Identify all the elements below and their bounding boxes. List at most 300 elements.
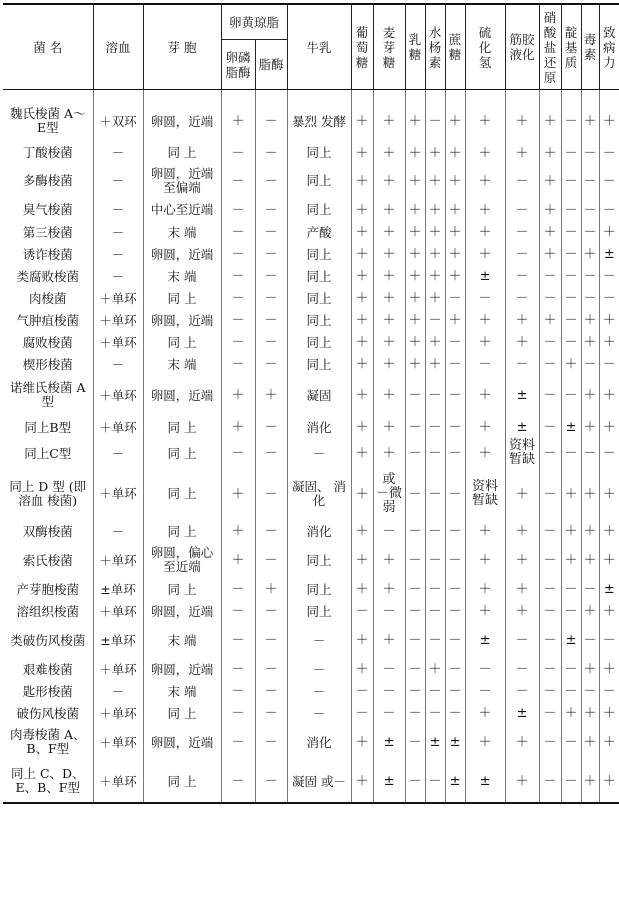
result-cell: － xyxy=(351,702,373,724)
result-cell: － xyxy=(93,198,143,221)
result-cell: ＋ xyxy=(351,265,373,287)
header-lecithinase: 卵磷脂酶 xyxy=(221,40,255,90)
result-cell: － xyxy=(599,439,619,467)
result-cell: － xyxy=(581,163,599,198)
result-cell: ＋ xyxy=(465,142,505,163)
header-salicin: 水杨素 xyxy=(425,4,445,90)
result-cell: ＋单环 xyxy=(93,542,143,578)
table-row xyxy=(3,309,619,331)
table-row xyxy=(3,100,619,142)
organism-name: 艰难梭菌 xyxy=(22,661,73,677)
result-cell: － xyxy=(255,331,287,353)
result-cell: － xyxy=(405,415,425,439)
result-cell: ＋ xyxy=(581,600,599,622)
result-cell: － xyxy=(93,520,143,542)
result-cell: ＋ xyxy=(373,142,405,163)
result-cell: － xyxy=(561,100,581,142)
organism-name: 肉梭菌 xyxy=(28,290,67,306)
result-cell: ± xyxy=(505,702,539,724)
result-cell: － xyxy=(255,221,287,243)
result-cell: － xyxy=(93,353,143,375)
result-cell: － xyxy=(221,142,255,163)
result-cell: ＋ xyxy=(465,542,505,578)
result-cell: － xyxy=(505,353,539,375)
result-cell: ＋ xyxy=(373,309,405,331)
result-cell: 消化 xyxy=(287,520,351,542)
result-cell: 同上 xyxy=(287,542,351,578)
result-cell: ＋ xyxy=(405,265,425,287)
result-cell: ＋ xyxy=(505,309,539,331)
result-cell: － xyxy=(405,467,425,520)
result-cell: ±单环 xyxy=(93,622,143,658)
result-cell: － xyxy=(581,353,599,375)
organism-name: 诱诈梭菌 xyxy=(22,246,73,262)
result-cell: ＋单环 xyxy=(93,760,143,803)
result-cell: ＋ xyxy=(255,578,287,600)
table-row xyxy=(3,542,619,578)
result-cell: － xyxy=(221,265,255,287)
result-cell: － xyxy=(539,578,561,600)
result-cell: ± xyxy=(465,622,505,658)
result-cell: － xyxy=(93,439,143,467)
result-cell: － xyxy=(373,702,405,724)
result-cell: － xyxy=(505,287,539,309)
result-cell: － xyxy=(425,600,445,622)
organism-name: 同上 C、D、 E、B、F型 xyxy=(3,760,93,803)
organism-name: 双酶梭菌 xyxy=(22,523,73,539)
table-row xyxy=(3,287,619,309)
header-h2s: 硫化氢 xyxy=(465,4,505,90)
result-cell: － xyxy=(599,265,619,287)
result-cell: － xyxy=(93,163,143,198)
result-cell: ＋ xyxy=(373,375,405,415)
result-cell: 末 端 xyxy=(143,353,221,375)
table-row xyxy=(3,415,619,439)
result-cell: ＋ xyxy=(599,309,619,331)
result-cell: － xyxy=(561,287,581,309)
header-gelatin: 筋胶液化 xyxy=(505,4,539,90)
result-cell: － xyxy=(93,243,143,265)
result-cell: － xyxy=(425,542,445,578)
result-cell: － xyxy=(93,680,143,702)
result-cell: － xyxy=(93,265,143,287)
result-cell: ＋ xyxy=(351,100,373,142)
result-cell: ＋ xyxy=(581,331,599,353)
header-lactose: 乳糖 xyxy=(405,4,425,90)
result-cell: ＋ xyxy=(505,724,539,760)
result-cell: － xyxy=(425,520,445,542)
result-cell: ＋ xyxy=(561,353,581,375)
result-cell: ＋ xyxy=(445,142,465,163)
result-cell: － xyxy=(539,622,561,658)
result-cell: － xyxy=(405,680,425,702)
result-cell: 同 上 xyxy=(143,439,221,467)
result-cell: － xyxy=(255,702,287,724)
result-cell: － xyxy=(599,198,619,221)
table-row xyxy=(3,243,619,265)
result-cell: － xyxy=(581,680,599,702)
result-cell: ＋ xyxy=(505,760,539,803)
result-cell: ± xyxy=(505,415,539,439)
result-cell: － xyxy=(599,353,619,375)
result-cell: 同上 xyxy=(287,600,351,622)
result-cell: ＋ xyxy=(581,658,599,680)
organism-name: 索氏梭菌 xyxy=(22,552,73,568)
result-cell: ＋ xyxy=(373,198,405,221)
result-cell: － xyxy=(425,100,445,142)
result-cell: ＋ xyxy=(425,198,445,221)
result-cell: － xyxy=(599,680,619,702)
result-cell: － xyxy=(599,142,619,163)
result-cell: 产酸 xyxy=(287,221,351,243)
result-cell: － xyxy=(539,265,561,287)
result-cell: － xyxy=(221,163,255,198)
result-cell: ＋单环 xyxy=(93,375,143,415)
result-cell: － xyxy=(539,353,561,375)
result-cell: ＋ xyxy=(373,265,405,287)
result-cell: － xyxy=(465,353,505,375)
result-cell: － xyxy=(539,600,561,622)
result-cell: － xyxy=(561,680,581,702)
result-cell: ＋ xyxy=(405,353,425,375)
result-cell: 同上 xyxy=(287,163,351,198)
table-header xyxy=(3,4,619,90)
organism-name: 丁酸梭菌 xyxy=(22,145,73,160)
result-cell: 同上 xyxy=(287,142,351,163)
result-cell: 末 端 xyxy=(143,680,221,702)
result-cell: － xyxy=(505,622,539,658)
result-cell: － xyxy=(505,243,539,265)
result-cell: － xyxy=(539,375,561,415)
result-cell: 同上 xyxy=(287,198,351,221)
result-cell: － xyxy=(445,622,465,658)
result-cell: － xyxy=(425,415,445,439)
result-cell: － xyxy=(581,287,599,309)
result-cell: ± xyxy=(561,622,581,658)
result-cell: ＋ xyxy=(465,221,505,243)
result-cell: ＋ xyxy=(465,520,505,542)
result-cell: － xyxy=(445,353,465,375)
result-cell: ＋ xyxy=(405,309,425,331)
result-cell: － xyxy=(445,375,465,415)
result-cell: 同 上 xyxy=(143,415,221,439)
result-cell: ＋ xyxy=(505,142,539,163)
result-cell: ± xyxy=(373,760,405,803)
result-cell: － xyxy=(445,439,465,467)
result-cell: ＋ xyxy=(465,100,505,142)
result-cell: ＋单环 xyxy=(93,467,143,520)
result-cell: ＋ xyxy=(539,243,561,265)
result-cell: ＋ xyxy=(561,542,581,578)
result-cell: ＋ xyxy=(373,287,405,309)
result-cell: ＋ xyxy=(351,163,373,198)
result-cell: － xyxy=(221,353,255,375)
result-cell: － xyxy=(287,702,351,724)
table-row xyxy=(3,724,619,760)
result-cell: ＋ xyxy=(599,331,619,353)
result-cell: － xyxy=(287,622,351,658)
organism-name: 同上B型 xyxy=(24,419,72,435)
result-cell: 同 上 xyxy=(143,578,221,600)
result-cell: ＋ xyxy=(425,142,445,163)
result-cell: ＋ xyxy=(425,163,445,198)
organism-name: 类腐败梭菌 xyxy=(16,268,79,284)
result-cell: ＋ xyxy=(405,100,425,142)
result-cell: ＋ xyxy=(465,198,505,221)
result-cell: － xyxy=(445,600,465,622)
result-cell: － xyxy=(221,243,255,265)
result-cell: ＋ xyxy=(373,542,405,578)
result-cell: － xyxy=(93,221,143,243)
result-cell: ＋单环 xyxy=(93,287,143,309)
result-cell: ＋ xyxy=(405,221,425,243)
result-cell: ± xyxy=(465,760,505,803)
result-cell: 凝固 或－ xyxy=(287,760,351,803)
result-cell: 卵圆，近端 xyxy=(143,600,221,622)
result-cell: ＋ xyxy=(351,331,373,353)
result-cell: 同上 xyxy=(287,578,351,600)
result-cell: － xyxy=(221,622,255,658)
table-row xyxy=(3,375,619,415)
result-cell: － xyxy=(445,702,465,724)
organism-name: 同上 D 型 (即溶血 梭菌) xyxy=(9,478,87,508)
result-cell: 暴烈 发酵 xyxy=(287,100,351,142)
identification-table xyxy=(3,3,619,804)
result-cell: － xyxy=(255,415,287,439)
result-cell: ＋ xyxy=(465,724,505,760)
result-cell: ＋ xyxy=(465,331,505,353)
result-cell: ＋ xyxy=(599,520,619,542)
result-cell: ＋ xyxy=(351,353,373,375)
table-row xyxy=(3,760,619,803)
result-cell: － xyxy=(405,724,425,760)
header-toxin: 毒素 xyxy=(581,4,599,90)
result-cell: ＋ xyxy=(465,578,505,600)
table-row xyxy=(3,680,619,702)
table-row xyxy=(3,658,619,680)
result-cell: ＋ xyxy=(539,198,561,221)
result-cell: － xyxy=(221,600,255,622)
result-cell: ＋ xyxy=(221,375,255,415)
header-maltose: 麦芽糖 xyxy=(373,4,405,90)
result-cell: － xyxy=(221,221,255,243)
result-cell: ＋ xyxy=(465,415,505,439)
result-cell: 凝固、 消化 xyxy=(287,467,351,520)
header-egg-yolk-agar: 卵黄琼脂 xyxy=(221,4,287,40)
result-cell: 末 端 xyxy=(143,622,221,658)
result-cell: ＋ xyxy=(539,221,561,243)
table-body xyxy=(3,90,619,804)
result-cell: ＋ xyxy=(539,309,561,331)
result-cell: ＋ xyxy=(505,578,539,600)
result-cell: － xyxy=(255,600,287,622)
result-cell: ± xyxy=(599,578,619,600)
result-cell: － xyxy=(445,287,465,309)
result-cell: ＋ xyxy=(405,287,425,309)
result-cell: － xyxy=(581,198,599,221)
header-name: 菌 名 xyxy=(3,4,93,90)
result-cell: 卵圆，近端 xyxy=(143,100,221,142)
result-cell: ± xyxy=(505,375,539,415)
result-cell: ＋ xyxy=(221,100,255,142)
result-cell: － xyxy=(425,439,445,467)
result-cell: ＋单环 xyxy=(93,331,143,353)
result-cell: 同上 xyxy=(287,287,351,309)
table-row xyxy=(3,622,619,658)
result-cell: － xyxy=(255,439,287,467)
result-cell: 资料 暂缺 xyxy=(465,467,505,520)
result-cell: － xyxy=(405,702,425,724)
result-cell: － xyxy=(465,658,505,680)
result-cell: ＋ xyxy=(599,375,619,415)
result-cell: ＋ xyxy=(405,198,425,221)
result-cell: ＋ xyxy=(445,265,465,287)
result-cell: － xyxy=(221,198,255,221)
result-cell: 同 上 xyxy=(143,331,221,353)
result-cell: ＋ xyxy=(373,243,405,265)
result-cell: ＋单环 xyxy=(93,600,143,622)
result-cell: ＋双环 xyxy=(93,100,143,142)
result-cell: － xyxy=(581,142,599,163)
result-cell: ＋ xyxy=(581,100,599,142)
result-cell: 卵圆，近端 至偏端 xyxy=(143,163,221,198)
result-cell: ＋ xyxy=(465,309,505,331)
result-cell: 卵圆，近端 xyxy=(143,658,221,680)
organism-name: 类破伤风梭菌 xyxy=(10,632,86,648)
table-row xyxy=(3,353,619,375)
result-cell: － xyxy=(599,287,619,309)
result-cell: － xyxy=(255,680,287,702)
result-cell: － xyxy=(221,680,255,702)
result-cell: － xyxy=(561,439,581,467)
organism-name: 产芽胞梭菌 xyxy=(16,581,79,597)
result-cell: ± xyxy=(445,724,465,760)
result-cell: － xyxy=(505,265,539,287)
result-cell: － xyxy=(445,331,465,353)
result-cell: － xyxy=(287,680,351,702)
result-cell: － xyxy=(425,622,445,658)
result-cell: 消化 xyxy=(287,724,351,760)
header-indole: 靛基质 xyxy=(561,4,581,90)
result-cell: ＋ xyxy=(351,375,373,415)
result-cell: ＋ xyxy=(539,142,561,163)
result-cell: ＋ xyxy=(351,467,373,520)
table-row xyxy=(3,600,619,622)
result-cell: － xyxy=(505,163,539,198)
header-spore: 芽 胞 xyxy=(143,4,221,90)
result-cell: ＋ xyxy=(425,265,445,287)
result-cell: － xyxy=(445,658,465,680)
result-cell: － xyxy=(539,760,561,803)
result-cell: － xyxy=(255,243,287,265)
header-sucrose: 蔗糖 xyxy=(445,4,465,90)
result-cell: ＋单环 xyxy=(93,658,143,680)
result-cell: 同 上 xyxy=(143,520,221,542)
result-cell: － xyxy=(405,375,425,415)
result-cell: － xyxy=(221,760,255,803)
result-cell: － xyxy=(287,439,351,467)
result-cell: ＋ xyxy=(351,622,373,658)
result-cell: － xyxy=(599,622,619,658)
result-cell: 同 上 xyxy=(143,287,221,309)
header-nitrate: 硝酸盐还原 xyxy=(539,4,561,90)
result-cell: 中心至近端 xyxy=(143,198,221,221)
result-cell: － xyxy=(255,163,287,198)
result-cell: ＋ xyxy=(581,415,599,439)
result-cell: 凝固 xyxy=(287,375,351,415)
result-cell: ＋ xyxy=(465,243,505,265)
result-cell: － xyxy=(255,658,287,680)
result-cell: － xyxy=(221,439,255,467)
result-cell: ＋ xyxy=(425,243,445,265)
result-cell: ＋ xyxy=(351,760,373,803)
result-cell: － xyxy=(561,578,581,600)
result-cell: ＋ xyxy=(581,375,599,415)
result-cell: － xyxy=(405,600,425,622)
result-cell: － xyxy=(255,265,287,287)
result-cell: ＋ xyxy=(373,163,405,198)
result-cell: － xyxy=(255,142,287,163)
result-cell: 同上 xyxy=(287,243,351,265)
result-cell: － xyxy=(581,622,599,658)
result-cell: － xyxy=(255,353,287,375)
result-cell: － xyxy=(255,309,287,331)
result-cell: ＋ xyxy=(425,221,445,243)
result-cell: ＋ xyxy=(539,100,561,142)
result-cell: ＋ xyxy=(505,542,539,578)
result-cell: ＋ xyxy=(505,100,539,142)
result-cell: ＋ xyxy=(465,163,505,198)
result-cell: － xyxy=(581,439,599,467)
result-cell: － xyxy=(405,520,425,542)
organism-name: 臭气梭菌 xyxy=(22,202,73,217)
organism-name: 魏氏梭菌 A～E型 xyxy=(9,106,86,135)
result-cell: ＋ xyxy=(351,198,373,221)
result-cell: － xyxy=(221,331,255,353)
result-cell: ± xyxy=(465,265,505,287)
result-cell: － xyxy=(373,600,405,622)
result-cell: ＋ xyxy=(561,520,581,542)
result-cell: － xyxy=(539,702,561,724)
result-cell: ± xyxy=(561,415,581,439)
result-cell: ＋ xyxy=(599,724,619,760)
result-cell: 卵圆，近端 xyxy=(143,724,221,760)
result-cell: ＋单环 xyxy=(93,415,143,439)
result-cell: ＋ xyxy=(561,702,581,724)
result-cell: － xyxy=(255,622,287,658)
result-cell: － xyxy=(425,760,445,803)
result-cell: ＋ xyxy=(445,198,465,221)
result-cell: － xyxy=(539,724,561,760)
result-cell: ＋ xyxy=(351,243,373,265)
result-cell: － xyxy=(561,221,581,243)
result-cell: － xyxy=(505,198,539,221)
result-cell: ＋ xyxy=(221,415,255,439)
table-row xyxy=(3,439,619,467)
result-cell: － xyxy=(351,600,373,622)
result-cell: － xyxy=(221,287,255,309)
result-cell: ＋ xyxy=(425,658,445,680)
result-cell: ＋ xyxy=(581,309,599,331)
result-cell: － xyxy=(287,658,351,680)
result-cell: － xyxy=(561,600,581,622)
result-cell: － xyxy=(581,265,599,287)
organism-name: 溶组织梭菌 xyxy=(16,603,79,619)
result-cell: ＋单环 xyxy=(93,724,143,760)
result-cell: － xyxy=(465,680,505,702)
result-cell: － xyxy=(539,542,561,578)
table-row xyxy=(3,702,619,724)
